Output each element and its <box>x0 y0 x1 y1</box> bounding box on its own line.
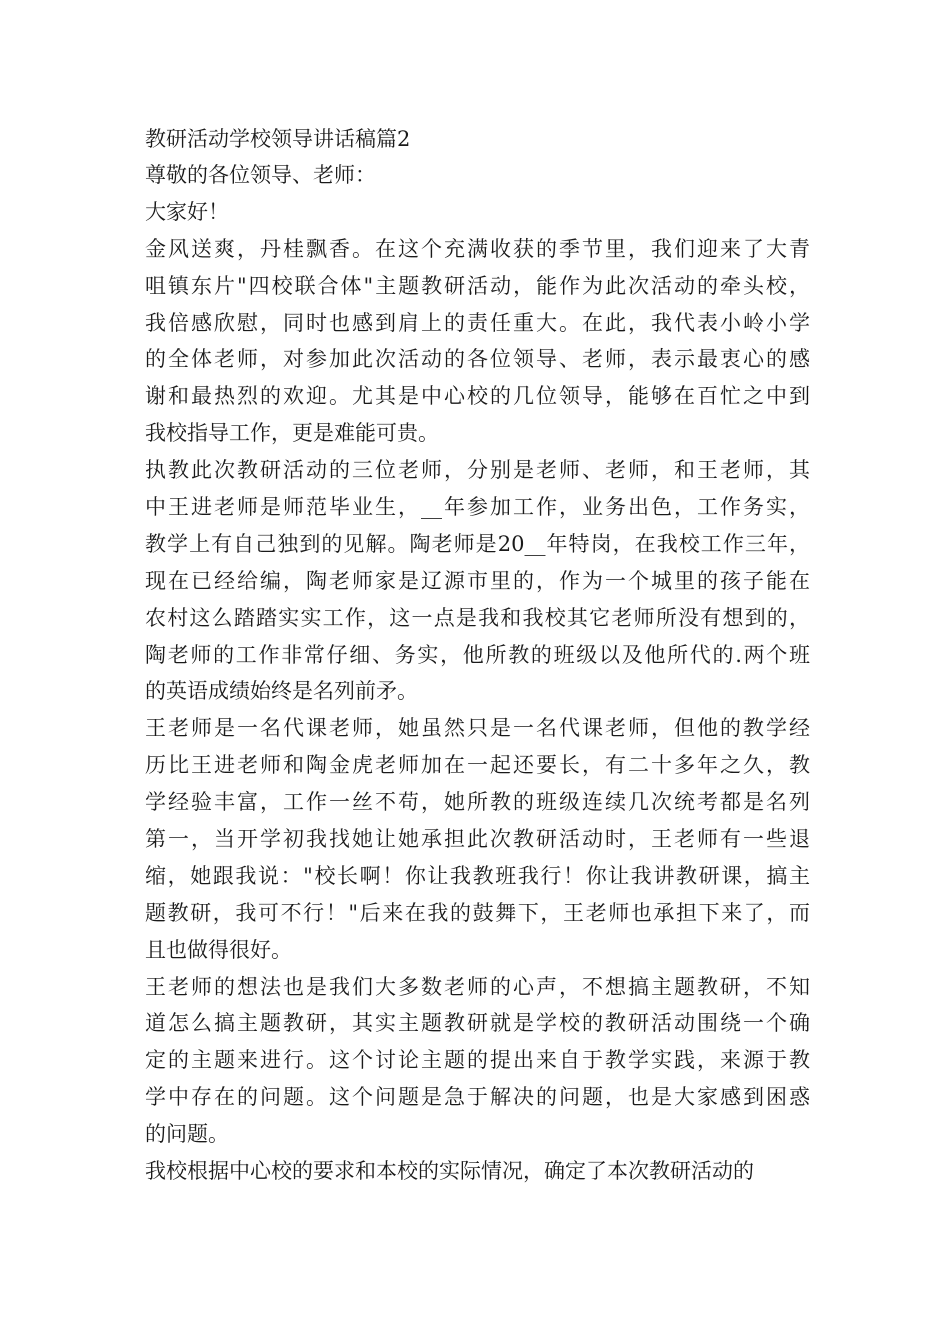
paragraph-line: 王老师的想法也是我们大多数老师的心声，不想搞主题教研，不知 <box>145 974 810 999</box>
paragraph-line: 道怎么搞主题教研，其实主题教研就是学校的教研活动围绕一个确 <box>145 1011 810 1036</box>
document-body <box>145 121 810 1190</box>
paragraph-line: 教学上有自己独到的见解。陶老师是20__年特岗，在我校工作三年， <box>145 531 810 556</box>
paragraph-line: 缩，她跟我说："校长啊！你让我教班我行！你让我讲教研课，搞主 <box>145 863 810 888</box>
paragraph-line: 的英语成绩始终是名列前矛。 <box>145 679 418 704</box>
paragraph <box>145 231 810 452</box>
paragraph-line: 谢和最热烈的欢迎。尤其是中心校的几位领导，能够在百忙之中到 <box>145 384 810 409</box>
salutation: 尊敬的各位领导、老师： <box>145 163 376 187</box>
paragraph-line: 且也做得很好。 <box>145 937 292 962</box>
paragraph-line: 陶老师的工作非常仔细、务实，他所教的班级以及他所代的.两个班 <box>145 642 810 667</box>
paragraph <box>145 969 810 1153</box>
greeting: 大家好！ <box>145 199 229 224</box>
paragraph-line: 学经验丰富，工作一丝不苟，她所教的班级连续几次统考都是名列 <box>145 790 810 815</box>
paragraph-line: 农村这么踏踏实实工作，这一点是我和我校其它老师所没有想到的， <box>145 605 810 630</box>
paragraph-line: 定的主题来进行。这个讨论主题的提出来自于教学实践，来源于教 <box>145 1048 810 1073</box>
paragraph-line: 题教研，我可不行！"后来在我的鼓舞下，王老师也承担下来了，而 <box>145 900 810 925</box>
paragraph <box>145 710 810 968</box>
paragraph <box>145 452 810 710</box>
paragraph-line: 的全体老师，对参加此次活动的各位领导、老师，表示最衷心的感 <box>145 347 810 372</box>
paragraph <box>145 1153 810 1190</box>
paragraph-line: 学中存在的问题。这个问题是急于解决的问题，也是大家感到困惑 <box>145 1085 810 1110</box>
paragraph-line: 金风送爽，丹桂飘香。在这个充满收获的季节里，我们迎来了大青 <box>145 236 810 261</box>
paragraph-line: 的问题。 <box>145 1122 229 1147</box>
paragraphs <box>145 231 810 1190</box>
document-title: 教研活动学校领导讲话稿篇2 <box>145 127 411 151</box>
paragraph-line: 王老师是一名代课老师，她虽然只是一名代课老师，但他的教学经 <box>145 716 810 741</box>
paragraph-line: 我倍感欣慰，同时也感到肩上的责任重大。在此，我代表小岭小学 <box>145 310 810 335</box>
paragraph-line: 历比王进老师和陶金虎老师加在一起还要长，有二十多年之久，教 <box>145 753 810 778</box>
paragraph-line: 执教此次教研活动的三位老师，分别是老师、老师，和王老师，其 <box>145 458 810 483</box>
paragraph-line: 中王进老师是师范毕业生，__年参加工作，业务出色，工作务实， <box>145 495 810 520</box>
paragraph-line: 咀镇东片"四校联合体"主题教研活动，能作为此次活动的牵头校， <box>145 273 810 298</box>
paragraph-line: 第一，当开学初我找她让她承担此次教研活动时，王老师有一些退 <box>145 827 810 852</box>
paragraph-line: 我校根据中心校的要求和本校的实际情况，确定了本次教研活动的 <box>145 1159 754 1184</box>
paragraph-line: 现在已经给编，陶老师家是辽源市里的，作为一个城里的孩子能在 <box>145 568 810 593</box>
paragraph-line: 我校指导工作，更是难能可贵。 <box>145 421 439 446</box>
